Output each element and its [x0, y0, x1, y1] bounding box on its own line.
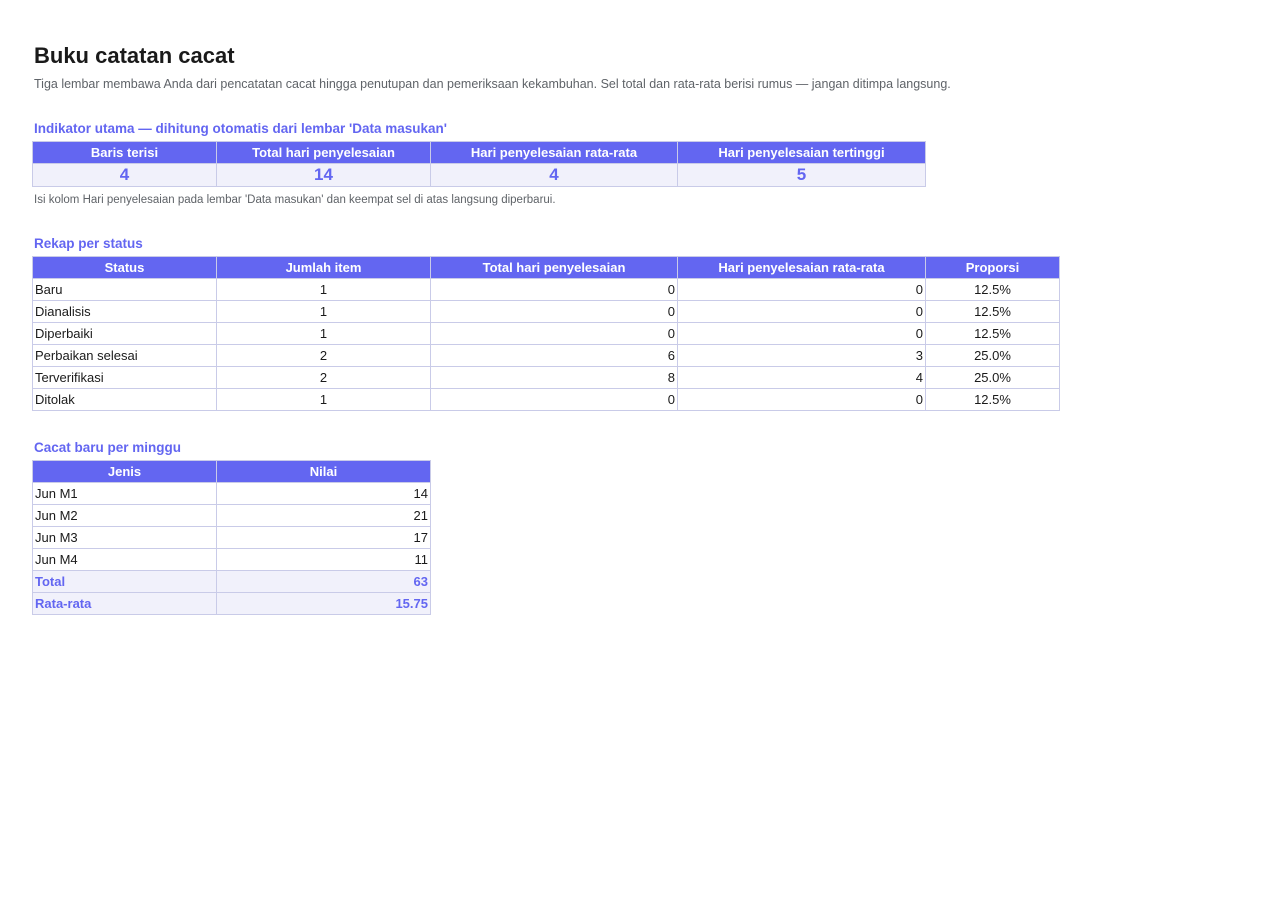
count-cell[interactable]: 2	[217, 367, 431, 389]
week-cell[interactable]: Jun M1	[33, 483, 217, 505]
total-label[interactable]: Total	[33, 571, 217, 593]
weekly-header-value[interactable]: Nilai	[217, 461, 431, 483]
proportion-cell[interactable]: 12.5%	[926, 279, 1060, 301]
average-label[interactable]: Rata-rata	[33, 593, 217, 615]
proportion-cell[interactable]: 25.0%	[926, 367, 1060, 389]
weekly-header-type[interactable]: Jenis	[33, 461, 217, 483]
status-header-proportion[interactable]: Proporsi	[926, 257, 1060, 279]
table-row	[33, 527, 431, 549]
kpi-header-avg-days[interactable]: Hari penyelesaian rata-rata	[431, 142, 678, 164]
total-days-cell[interactable]: 0	[431, 279, 678, 301]
avg-days-cell[interactable]: 0	[678, 389, 926, 411]
status-header-status[interactable]: Status	[33, 257, 217, 279]
avg-days-cell[interactable]: 0	[678, 279, 926, 301]
kpi-value-filled-rows[interactable]: 4	[33, 164, 217, 187]
status-cell[interactable]: Baru	[33, 279, 217, 301]
kpi-header-max-days[interactable]: Hari penyelesaian tertinggi	[678, 142, 926, 164]
weekly-table	[32, 460, 431, 615]
total-days-cell[interactable]: 0	[431, 301, 678, 323]
week-cell[interactable]: Jun M4	[33, 549, 217, 571]
avg-days-cell[interactable]: 0	[678, 323, 926, 345]
proportion-cell[interactable]: 25.0%	[926, 345, 1060, 367]
status-cell[interactable]: Ditolak	[33, 389, 217, 411]
table-row	[33, 483, 431, 505]
status-cell[interactable]: Terverifikasi	[33, 367, 217, 389]
avg-days-cell[interactable]: 4	[678, 367, 926, 389]
average-row	[33, 593, 431, 615]
status-cell[interactable]: Perbaikan selesai	[33, 345, 217, 367]
avg-days-cell[interactable]: 3	[678, 345, 926, 367]
week-cell[interactable]: Jun M2	[33, 505, 217, 527]
count-cell[interactable]: 2	[217, 345, 431, 367]
kpi-section-title: Indikator utama — dihitung otomatis dari lembar 'Data masukan'	[34, 121, 447, 136]
value-cell[interactable]: 21	[217, 505, 431, 527]
weekly-section-title: Cacat baru per minggu	[34, 440, 182, 455]
value-cell[interactable]: 14	[217, 483, 431, 505]
proportion-cell[interactable]: 12.5%	[926, 389, 1060, 411]
count-cell[interactable]: 1	[217, 323, 431, 345]
count-cell[interactable]: 1	[217, 389, 431, 411]
table-row	[33, 505, 431, 527]
table-row	[33, 549, 431, 571]
value-cell[interactable]: 11	[217, 549, 431, 571]
total-days-cell[interactable]: 0	[431, 323, 678, 345]
avg-days-cell[interactable]: 0	[678, 301, 926, 323]
table-row	[33, 301, 1060, 323]
table-row	[33, 389, 1060, 411]
average-value[interactable]: 15.75	[217, 593, 431, 615]
table-row	[33, 345, 1060, 367]
total-days-cell[interactable]: 6	[431, 345, 678, 367]
page-title: Buku catatan cacat	[34, 43, 235, 68]
status-header-avg-days[interactable]: Hari penyelesaian rata-rata	[678, 257, 926, 279]
status-header-count[interactable]: Jumlah item	[217, 257, 431, 279]
table-row	[33, 279, 1060, 301]
kpi-value-total-days[interactable]: 14	[217, 164, 431, 187]
kpi-header-total-days[interactable]: Total hari penyelesaian	[217, 142, 431, 164]
value-cell[interactable]: 17	[217, 527, 431, 549]
count-cell[interactable]: 1	[217, 301, 431, 323]
kpi-table	[32, 141, 926, 187]
status-section-title: Rekap per status	[34, 236, 143, 251]
status-cell[interactable]: Dianalisis	[33, 301, 217, 323]
page-description: Tiga lembar membawa Anda dari pencatatan cacat hingga penutupan dan pemeriksaan kekambuhan. Sel total dan rata-rata berisi rumus — jangan ditimpa langsung.	[34, 77, 951, 91]
total-days-cell[interactable]: 0	[431, 389, 678, 411]
kpi-value-max-days[interactable]: 5	[678, 164, 926, 187]
proportion-cell[interactable]: 12.5%	[926, 323, 1060, 345]
table-row	[33, 323, 1060, 345]
count-cell[interactable]: 1	[217, 279, 431, 301]
kpi-value-avg-days[interactable]: 4	[431, 164, 678, 187]
total-row	[33, 571, 431, 593]
total-value[interactable]: 63	[217, 571, 431, 593]
kpi-header-filled-rows[interactable]: Baris terisi	[33, 142, 217, 164]
status-header-total-days[interactable]: Total hari penyelesaian	[431, 257, 678, 279]
total-days-cell[interactable]: 8	[431, 367, 678, 389]
status-table	[32, 256, 1060, 411]
proportion-cell[interactable]: 12.5%	[926, 301, 1060, 323]
table-row	[33, 367, 1060, 389]
week-cell[interactable]: Jun M3	[33, 527, 217, 549]
status-cell[interactable]: Diperbaiki	[33, 323, 217, 345]
kpi-note: Isi kolom Hari penyelesaian pada lembar 'Data masukan' dan keempat sel di atas langsung diperbarui.	[34, 194, 556, 206]
